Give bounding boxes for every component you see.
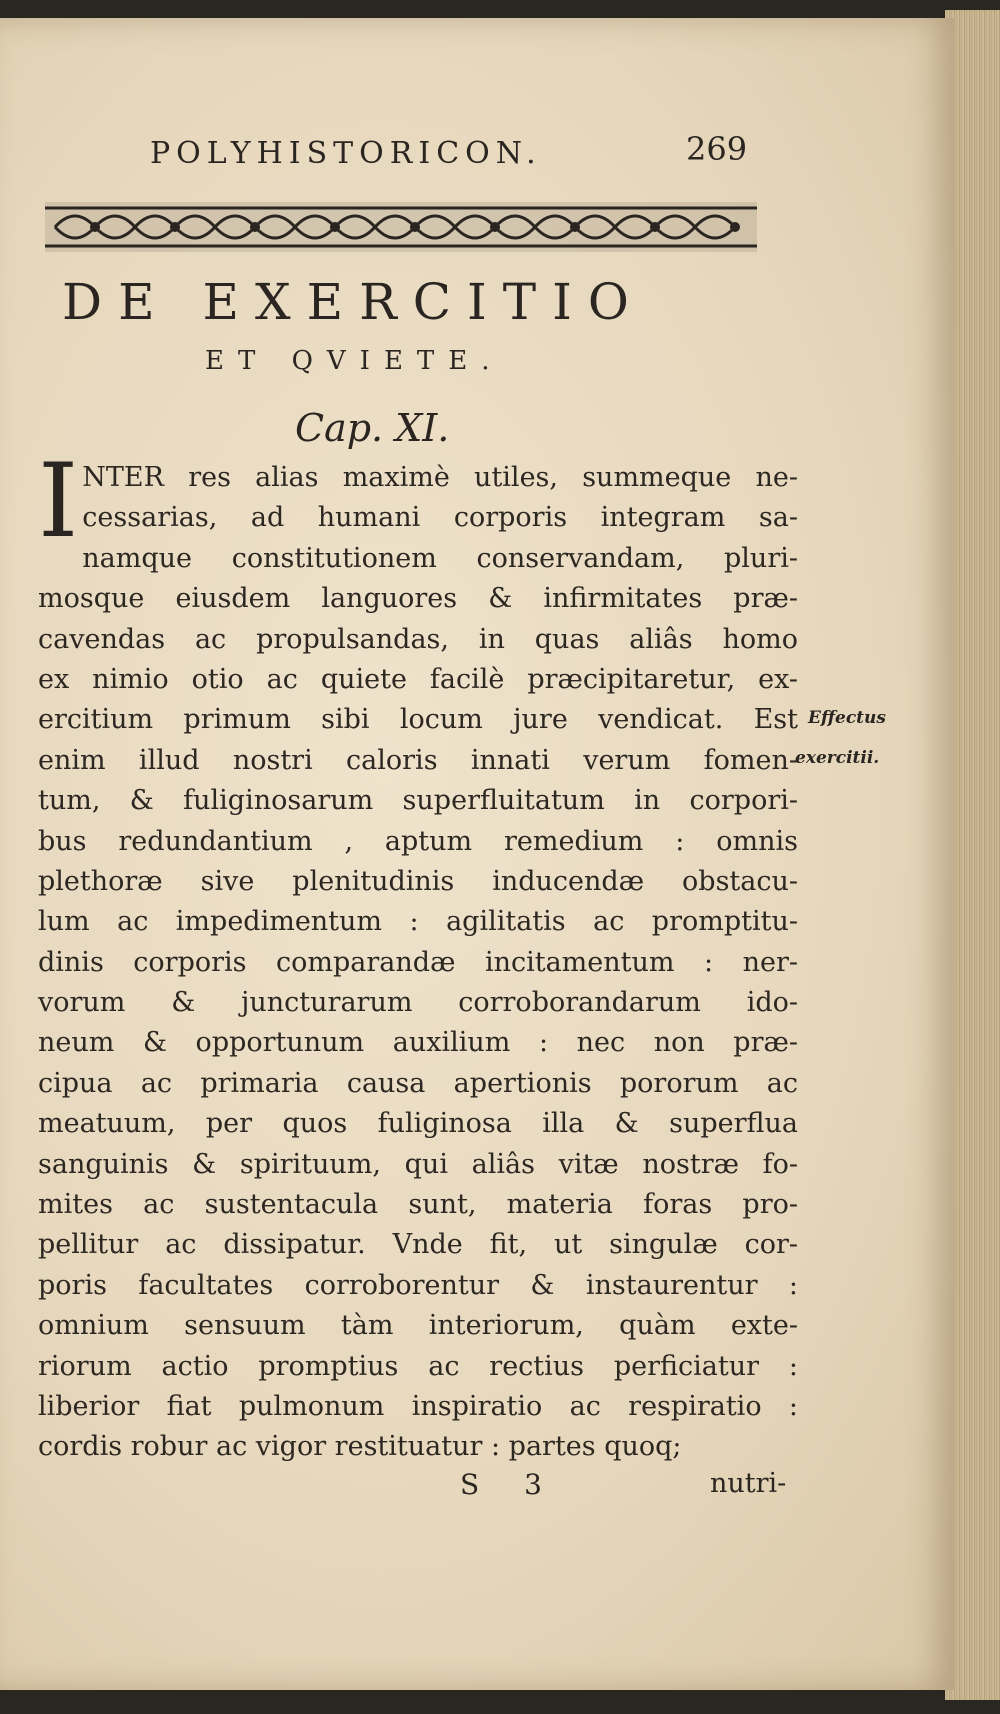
- text-line: sanguinis & spirituum, qui aliâs vitæ nostræ fo-: [38, 1148, 798, 1180]
- text-line: plethoræ sive plenitudinis inducendæ obstacu-: [38, 865, 798, 897]
- text-line: cavendas ac propulsandas, in quas aliâs homo: [38, 623, 798, 655]
- text-line: mites ac sustentacula sunt, materia foras pro-: [38, 1189, 798, 1221]
- text-line: cessarias, ad humani corporis integram sa-: [82, 502, 798, 534]
- signature-mark: S 3: [460, 1468, 560, 1501]
- running-head: POLYHISTORICON.: [150, 136, 542, 171]
- book-page: [0, 18, 955, 1690]
- page-number: 269: [686, 130, 748, 168]
- text-line: liberior fiat pulmonum inspiratio ac respiratio :: [38, 1390, 798, 1422]
- chapter-title-line-2: ET QVIETE.: [205, 346, 504, 376]
- text-line: mosque eiusdem languores & infirmitates præ-: [38, 583, 798, 615]
- text-line: namque constitutionem conservandam, pluri-: [82, 542, 798, 574]
- ornament-band: [45, 198, 757, 256]
- drop-cap: I: [38, 442, 79, 561]
- margin-note-line-2: exercitii.: [795, 748, 880, 768]
- text-line: vorum & juncturarum corroborandarum ido-: [38, 987, 798, 1019]
- catchword: nutri-: [710, 1468, 787, 1499]
- text-line: poris facultates corroborentur & instaurentur :: [38, 1269, 798, 1301]
- text-line: omnium sensuum tàm interiorum, quàm exte-: [38, 1310, 798, 1342]
- text-line: lum ac impedimentum : agilitatis ac promptitu-: [38, 906, 798, 938]
- text-line: ex nimio otio ac quiete facilè præcipitaretur, ex-: [38, 663, 798, 695]
- body-text: [38, 442, 798, 1468]
- text-line: pellitur ac dissipatur. Vnde fit, ut singulæ cor-: [38, 1229, 798, 1261]
- chapter-number: Cap. XI.: [295, 406, 450, 450]
- text-line: cipua ac primaria causa apertionis pororum ac: [38, 1067, 798, 1099]
- margin-note-line-1: Effectus: [808, 708, 886, 728]
- text-line: ercitium primum sibi locum jure vendicat. Est: [38, 704, 798, 736]
- text-line: neum & opportunum auxilium : nec non præ-: [38, 1027, 798, 1059]
- text-line: dinis corporis comparandæ incitamentum : ner-: [38, 946, 798, 978]
- text-line: NTER res alias maximè utiles, summeque ne-: [82, 462, 798, 493]
- text-line: enim illud nostri caloris innati verum fomen-: [38, 744, 798, 776]
- text-line: tum, & fuliginosarum superfluitatum in corpori-: [38, 785, 798, 817]
- text-line: riorum actio promptius ac rectius perficiatur :: [38, 1350, 798, 1382]
- text-line: cordis robur ac vigor restituatur : partes quoq;: [38, 1431, 682, 1463]
- text-line: bus redundantium , aptum remedium : omnis: [38, 825, 798, 857]
- chapter-title-line-1: DE EXERCITIO: [62, 273, 645, 331]
- text-line: meatuum, per quos fuliginosa illa & superflua: [38, 1108, 798, 1140]
